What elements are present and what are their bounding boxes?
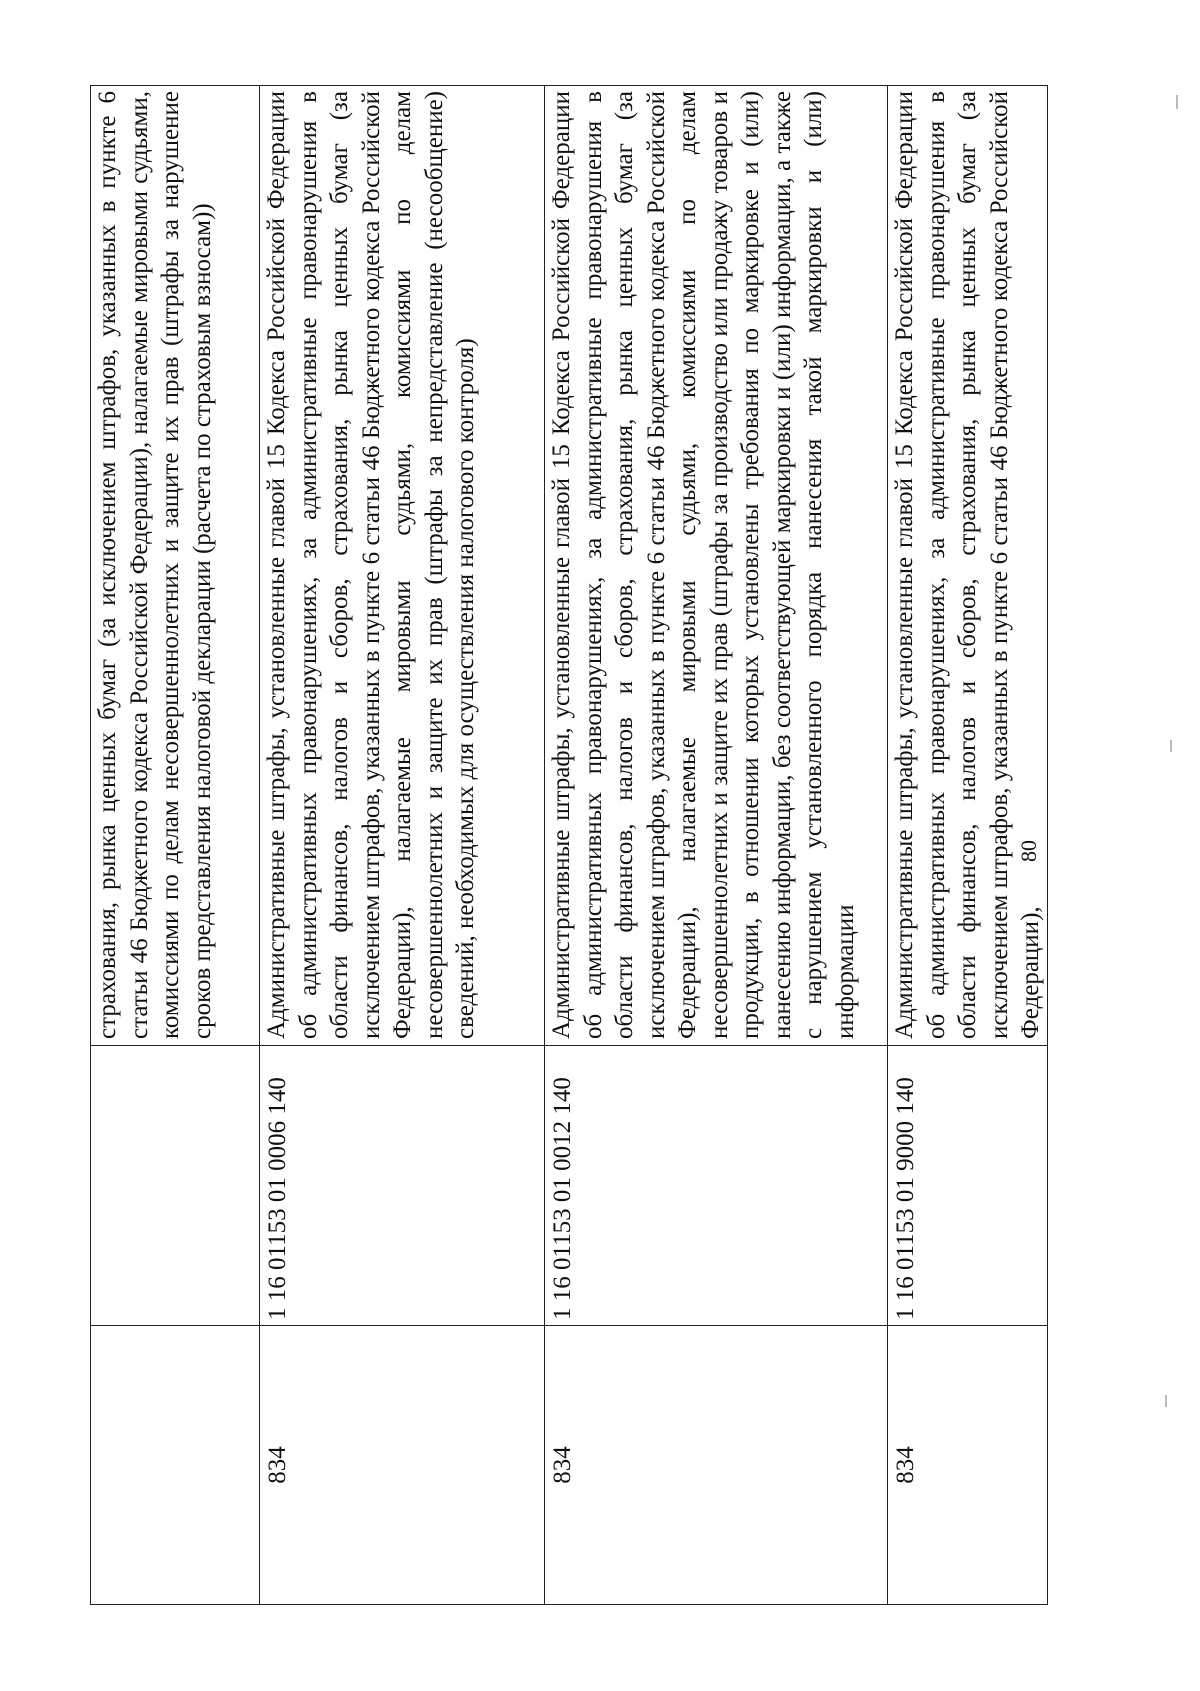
scan-artifact [1176,95,1178,109]
admin-code-cell: 834 [260,1326,545,1605]
revenue-codes-table [90,85,1048,1605]
scan-artifact [1170,740,1172,752]
description-cell: Административные штрафы, установленные главой 15 Кодекса Российской Федерации об административных правонарушениях, за административные правонарушения в области финансов, налогов и сборов, страхования, рынка ценных бумаг (за исключением штрафов, указанных в пункте 6 статьи 46 Бюджетного кодекса Российской Федерации), налагаемые мировыми судьями, комиссиями по делам несовершеннолетних и защите их прав (штрафы за производство или продажу товаров и продукции, в отношении которых установлены требования по маркировке и (или) нанесению информации, без соответствующей маркировки и (или) информации, а также с нарушением установленного порядка нанесения такой маркировки и (или) информации [545,86,888,1046]
kbk-cell: 1 16 01153 01 9000 140 [888,1046,1048,1326]
kbk-cell [91,1046,260,1326]
admin-code-cell: 834 [888,1326,1048,1605]
table-row [91,86,260,1605]
table-row [545,86,888,1605]
scan-artifact [1165,1395,1167,1407]
kbk-cell: 1 16 01153 01 0006 140 [260,1046,545,1326]
description-cell: страхования, рынка ценных бумаг (за исключением штрафов, указанных в пункте 6 статьи 46 Бюджетного кодекса Российской Федерации), налагаемые мировыми судьями, комиссиями по делам несовершеннолетних и защите их прав (штрафы за нарушение сроков представления налоговой декларации (расчета по страховым взносам)) [91,86,260,1046]
description-cell: Административные штрафы, установленные главой 15 Кодекса Российской Федерации об административных правонарушениях, за административные правонарушения в области финансов, налогов и сборов, страхования, рынка ценных бумаг (за исключением штрафов, указанных в пункте 6 статьи 46 Бюджетного кодекса Российской Федерации), [888,86,1048,1046]
admin-code-cell: 834 [545,1326,888,1605]
table-row [260,86,545,1605]
kbk-cell: 1 16 01153 01 0012 140 [545,1046,888,1326]
admin-code-cell [91,1326,260,1605]
page-number: 80 [1016,840,1041,862]
description-cell: Административные штрафы, установленные главой 15 Кодекса Российской Федерации об административных правонарушениях, за административные правонарушения в области финансов, налогов и сборов, страхования, рынка ценных бумаг (за исключением штрафов, указанных в пункте 6 статьи 46 Бюджетного кодекса Российской Федерации), налагаемые мировыми судьями, комиссиями по делам несовершеннолетних и защите их прав (штрафы за непредставление (несообщение) сведений, необходимых для осуществления налогового контроля) [260,86,545,1046]
